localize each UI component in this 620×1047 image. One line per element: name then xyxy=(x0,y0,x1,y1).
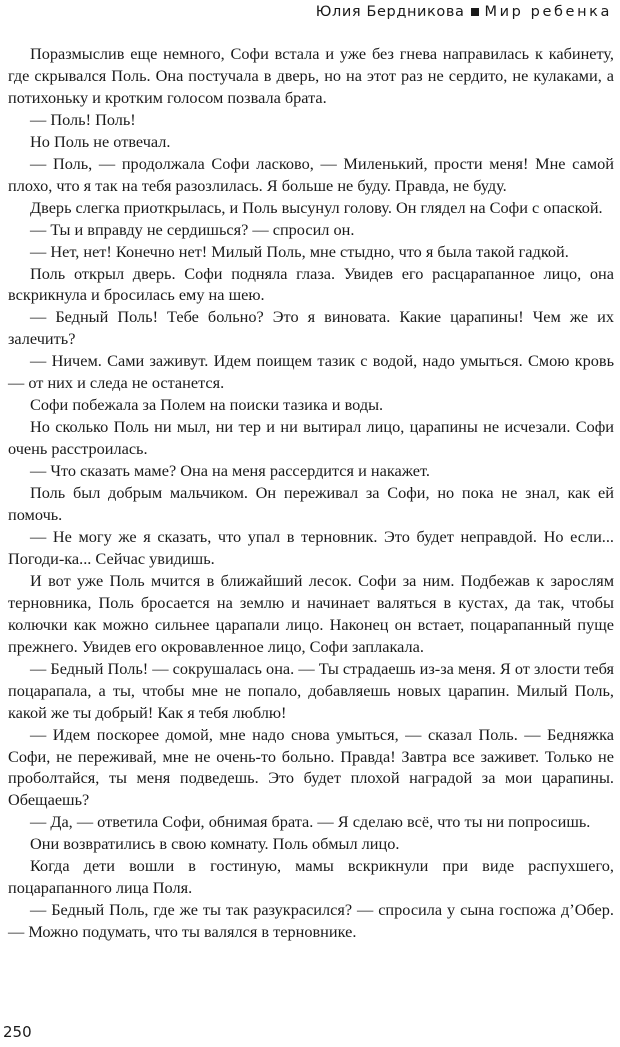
header-section-title: Мир ребенка xyxy=(484,4,612,20)
paragraph: — Ты и вправду не сердишься? — спросил он. xyxy=(30,219,355,239)
paragraph: — Поль, — продолжала Софи ласково, — Миленький, прости меня! Мне самой плохо, что я так на тебя разозлилась. Я больше не буду. Правда, не буду. xyxy=(8,153,614,195)
running-header xyxy=(316,4,612,20)
paragraph: — Идем поскорее домой, мне надо снова умыться, — сказал Поль. — Бедняжка Софи, не переживай, мне не очень-то больно. Правда! Завтра все заживет. Только не проболтайся, ты меня подведешь. Это будет плохой наградой за мои царапины. Обещаешь? xyxy=(8,724,614,810)
paragraph: И вот уже Поль мчится в ближайший лесок. Софи за ним. Подбежав к зарослям терновника, Поль бросается на землю и начинает валяться в кустах, да так, чтобы колючки как можно сильнее царапали лицо. Наконец он встает, поцарапанный пуще прежнего. Увидев его окровавленное лицо, Софи заплакала. xyxy=(8,570,614,656)
paragraph: Но Поль не отвечал. xyxy=(30,131,171,151)
paragraph: — Поль! Поль! xyxy=(30,109,136,129)
page-number: 250 xyxy=(3,1023,32,1041)
paragraph: Когда дети вошли в гостиную, мамы вскрикнули при виде распухшего, поцарапанного лица Поля. xyxy=(8,856,614,898)
paragraph: Поль открыл дверь. Софи подняла глаза. Увидев его расцарапанное лицо, она вскрикнула и бросилась ему на шею. xyxy=(8,263,614,305)
paragraph: Поразмыслив еще немного, Софи встала и уже без гнева направилась к кабинету, где скрывался Поль. Она постучала в дверь, но на этот раз не сердито, не кулаками, а потихоньку и кротким голосом позвала брата. xyxy=(8,44,614,107)
paragraph: Софи побежала за Полем на поиски тазика и воды. xyxy=(30,395,384,415)
body-text xyxy=(8,43,614,943)
paragraph: Дверь слегка приоткрылась, и Поль высунул голову. Он глядел на Софи с опаской. xyxy=(30,197,603,217)
header-separator-square xyxy=(471,8,479,16)
paragraph: — Что сказать маме? Она на меня рассердится и накажет. xyxy=(30,461,430,481)
paragraph: — Не могу же я сказать, что упал в терновник. Это будет неправдой. Но если... Погоди-ка... Сейчас увидишь. xyxy=(8,526,614,568)
header-author: Юлия Бердникова xyxy=(315,4,465,20)
paragraph: — Бедный Поль! — сокрушалась она. — Ты страдаешь из-за меня. Я от злости тебя поцарапала, а ты, чтобы мне не попало, добавляешь новых царапин. Милый Поль, какой же ты добрый! Как я тебя люблю! xyxy=(8,658,614,722)
paragraph: — Да, — ответила Софи, обнимая брата. — Я сделаю всё, что ты ни попросишь. xyxy=(30,812,591,832)
paragraph: Но сколько Поль ни мыл, ни тер и ни вытирал лицо, царапины не исчезали. Софи очень расстроилась. xyxy=(8,417,614,459)
paragraph: — Нет, нет! Конечно нет! Милый Поль, мне стыдно, что я была такой гадкой. xyxy=(30,241,569,261)
paragraph: — Бедный Поль, где же ты так разукрасился? — спросила у сына госпожа д’Обер. — Можно подумать, что ты валялся в терновнике. xyxy=(8,900,614,942)
paragraph: — Бедный Поль! Тебе больно? Это я виновата. Какие царапины! Чем же их залечить? xyxy=(8,307,614,349)
paragraph: Поль был добрым мальчиком. Он переживал за Софи, но пока не знал, как ей помочь. xyxy=(8,483,614,525)
paragraph: — Ничем. Сами заживут. Идем поищем тазик с водой, надо умыться. Смою кровь — от них и следа не останется. xyxy=(8,351,614,393)
paragraph: Они возвратились в свою комнату. Поль обмыл лицо. xyxy=(30,834,400,854)
